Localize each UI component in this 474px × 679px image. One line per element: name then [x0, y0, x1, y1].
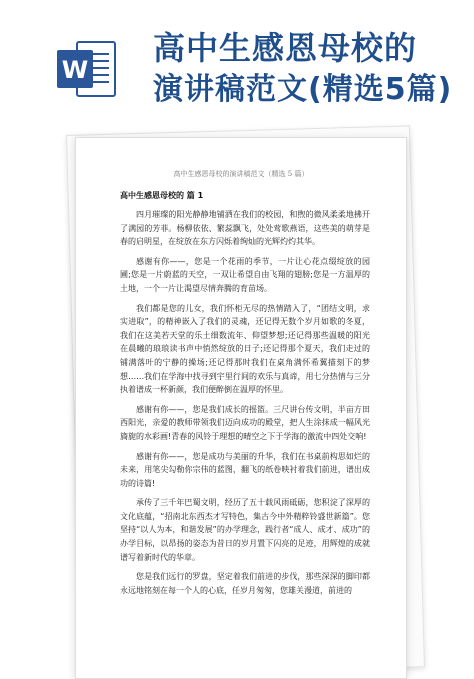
- paragraph: 四月璀璨的阳光静静地铺洒在我们的校园，和煦的微风柔柔地拂开了满园的芳菲。杨柳依依、繁蕊飘飞，处处莺歌燕语，这些美的萌芽是春的启明星，在绽放在东方闪烁着绚灿的光辉灼灼其华。: [120, 210, 370, 247]
- document-body: [120, 190, 370, 603]
- paragraph: 感谢有你——，您是我们成长的摇篮。三尺讲台传文明，半亩方田西阳光，亲爱的教师带领我们迈向成功的殿堂，把人生涂抹成一幅风光旖旎的水彩画!青春的风铃于理想的晴空之下于学海的激流中四处交响!: [120, 404, 370, 441]
- word-doc-icon: [55, 38, 117, 100]
- title-line-1: 高中生感恩母校的: [153, 29, 418, 67]
- paragraph: 感谢有你——，您是成功与美丽的升华，我们在书桌前构思如烂的未来，用笔尖勾勒你宗伟的蓝图，翻飞的纸卷映衬着我们前进，谱出成功的诗篇!: [120, 451, 370, 488]
- paragraph: 您是我们远行的罗盘，坚定着我们前进的步伐，那些深深的脚印都永远地铭刻在每一个人的心底，任岁月匆匆，您雄关漫道，前进的: [120, 572, 370, 595]
- paragraph: 我们都是您的儿女，我们怀柜无尽的热情踏入了，“团结文明，求实进取”，的精神嵌入了我们的灵魂，还记得无数个岁月如歌的冬夏，我们在这美若天堂的乐土细数流年、仰望梦想;还记得那些温暖的阳光在晨曦的琅琅读书声中悄然绽放的日子;还记得那个夏天，我们走过的铺满落叶的宁静的操场;还记得那时我们在桌角满怀希翼描刻下的梦想……我们在学海中找寻到宇里行间的欢乐与真谛，用七分热情与三分执着谱成一杯新颜，我们便醉倒在温厚的怀里。: [120, 303, 370, 395]
- banner: [0, 0, 474, 125]
- page-title: [153, 27, 468, 111]
- document-page: [75, 137, 407, 679]
- document-header: 高中生感恩母校的演讲稿范文（精选 5 篇）: [173, 170, 309, 178]
- title-line-2: 演讲稿范文(精选5篇): [153, 72, 453, 107]
- word-icon-letter: W: [61, 56, 89, 84]
- paragraph: 承传了三千年巴蜀文明，经历了五十载风雨砥砺，您积淀了深厚的文化底蕴，“招南北东西杰才写特色，集古今中外精粹铃盛世新篇”。您坚持“以人为本，和谐发展”的办学理念，践行者“成人、成才、成功”的办学目标，以昂扬的姿态为昔日的岁月置下闪亮的足迹，用辉煌的成就谱写着新时代的华章。: [120, 498, 370, 562]
- section-heading: 高中生感恩母校的 篇 1: [120, 191, 204, 200]
- paragraph: 感谢有你——，您是一个花雨的季节，一片让心花点缀绽放的园圃;您是一片蔚蓝的天空，一双让希望自由飞翔的翅膀;您是一方温厚的土地，一个一片让渴望尽情奔腾的育苗场。: [120, 256, 370, 293]
